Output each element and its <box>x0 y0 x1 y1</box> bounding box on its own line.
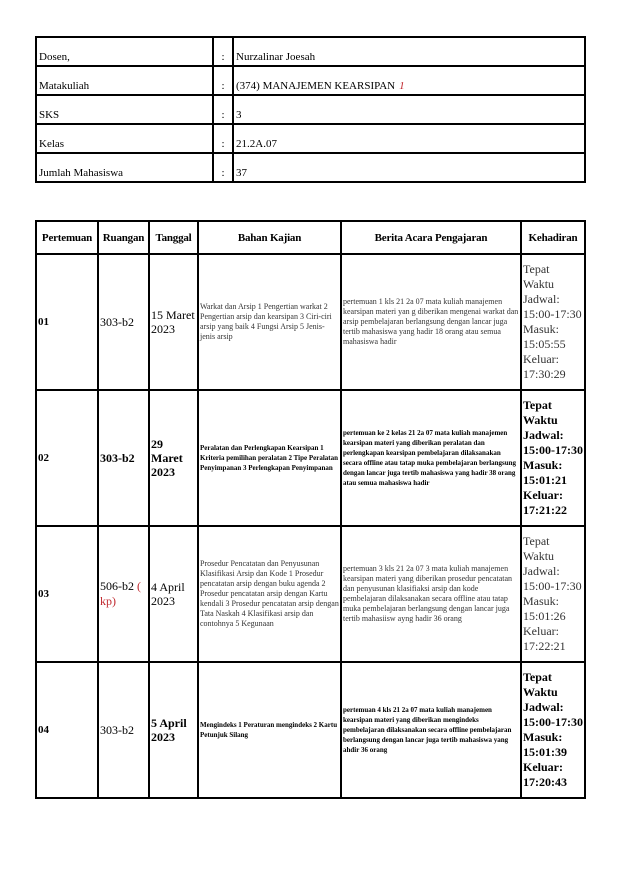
cell-ruangan: 303-b2 <box>98 254 149 390</box>
cell-bahan-kajian: Prosedur Pencatatan dan Penyusunan Klasifikasi Arsip dan Kode 1 Prosedur pencatatan arsip dengan buku agenda 2 Prosedur pencatatan arsip dengan Kartu kendali 3 Prosedur pencatatan arsip dengan Tata Naskah 4 Klasifikasi arsip dan contohnya 5 Kegunaan <box>198 526 341 662</box>
cell-kehadiran: Tepat Waktu Jadwal: 15:00-17:30 Masuk: 15:01:21 Keluar: 17:21:22 <box>521 390 585 526</box>
header-pertemuan: Pertemuan <box>36 221 98 254</box>
cell-ruangan: 303-b2 <box>98 390 149 526</box>
header-berita-acara: Berita Acara Pengajaran <box>341 221 521 254</box>
info-row-dosen <box>36 37 585 66</box>
info-label: Jumlah Mahasiswa <box>36 153 213 182</box>
info-label: SKS <box>36 95 213 124</box>
table-row <box>36 254 585 390</box>
table-row <box>36 390 585 526</box>
header-kehadiran: Kehadiran <box>521 221 585 254</box>
info-accent-mark: 1 <box>399 80 405 92</box>
cell-tanggal: 29 Maret 2023 <box>149 390 198 526</box>
info-colon: : <box>213 37 233 66</box>
cell-ruangan <box>98 526 149 662</box>
info-row-kelas <box>36 124 585 153</box>
info-value: 21.2A.07 <box>233 124 585 153</box>
info-value-cell <box>233 66 585 95</box>
info-row-sks <box>36 95 585 124</box>
cell-tanggal: 15 Maret 2023 <box>149 254 198 390</box>
table-row <box>36 526 585 662</box>
info-colon: : <box>213 66 233 95</box>
info-row-matakuliah <box>36 66 585 95</box>
cell-pertemuan: 03 <box>36 526 98 662</box>
cell-kehadiran: Tepat Waktu Jadwal: 15:00-17:30 Masuk: 15:01:26 Keluar: 17:22:21 <box>521 526 585 662</box>
cell-ruangan: 303-b2 <box>98 662 149 798</box>
header-ruangan: Ruangan <box>98 221 149 254</box>
info-label: Matakuliah <box>36 66 213 95</box>
cell-berita-acara: pertemuan ke 2 kelas 21 2a 07 mata kuliah manajemen kearsipan materi yang diberikan peralatan dan perlengkapan kearsipan pembelajaran dilaksanakan secara offline atau tatap muka pembelajaran berlangsung dengan lancar juga tertib mahasiswa yang hadir 38 orang atau semua mahasiswa hadir <box>341 390 521 526</box>
info-value: Nurzalinar Joesah <box>233 37 585 66</box>
cell-pertemuan: 04 <box>36 662 98 798</box>
info-value: 3 <box>233 95 585 124</box>
info-value: (374) MANAJEMEN KEARSIPAN <box>236 80 396 92</box>
info-colon: : <box>213 95 233 124</box>
cell-kehadiran: Tepat Waktu Jadwal: 15:00-17:30 Masuk: 15:05:55 Keluar: 17:30:29 <box>521 254 585 390</box>
cell-berita-acara: pertemuan 1 kls 21 2a 07 mata kuliah manajemen kearsipan materi yan g diberikan mengenai warkat dan arsip pembelajaran berlangsung dengan lancar juga tertib mahasiswa yang hadir 18 orang atau semua mahasiswa hadir <box>341 254 521 390</box>
cell-berita-acara: pertemuan 3 kls 21 2a 07 3 mata kuliah manajemen kearsipan materi yang diberikan prosedur pencatatan dan penyusunan klasifiaksi arsip dan kode pembelajaran dilaksanakan secara offline atau tatap muka pembelajaran berlangsung dengan lancar juga tertib mahasiisw ayng hadir 36 orang <box>341 526 521 662</box>
cell-bahan-kajian: Peralatan dan Perlengkapan Kearsipan 1 Kriteria pemilihan peralatan 2 Tipe Peralatan Penyimpanan 3 Perlengkapan Penyimpanan <box>198 390 341 526</box>
table-header-row <box>36 221 585 254</box>
info-row-jumlah-mahasiswa <box>36 153 585 182</box>
header-bahan-kajian: Bahan Kajian <box>198 221 341 254</box>
table-row <box>36 662 585 798</box>
info-value: 37 <box>233 153 585 182</box>
cell-pertemuan: 01 <box>36 254 98 390</box>
course-info-table <box>35 36 586 183</box>
ruangan-code: 506-b2 <box>100 579 134 593</box>
info-colon: : <box>213 153 233 182</box>
info-label: Kelas <box>36 124 213 153</box>
info-label: Dosen, <box>36 37 213 66</box>
header-tanggal: Tanggal <box>149 221 198 254</box>
cell-pertemuan: 02 <box>36 390 98 526</box>
ruangan-note: ( kp) <box>100 579 141 608</box>
info-colon: : <box>213 124 233 153</box>
cell-tanggal: 5 April 2023 <box>149 662 198 798</box>
cell-bahan-kajian: Warkat dan Arsip 1 Pengertian warkat 2 Pengertian arsip dan kearsipan 3 Ciri-ciri arsip yang baik 4 Fungsi Arsip 5 Jenis-jenis arsip <box>198 254 341 390</box>
meeting-table <box>35 220 586 799</box>
cell-berita-acara: pertemuan 4 kls 21 2a 07 mata kuliah manajemen kearsipan materi yang diberikan mengindeks pembelajaran dilaksanakan secara offline pembelajaran berlangsung dengan lancar juga tertib mahasiswa yang ahdir 36 orang <box>341 662 521 798</box>
cell-kehadiran: Tepat Waktu Jadwal: 15:00-17:30 Masuk: 15:01:39 Keluar: 17:20:43 <box>521 662 585 798</box>
cell-tanggal: 4 April 2023 <box>149 526 198 662</box>
cell-bahan-kajian: Mengindeks 1 Peraturan mengindeks 2 Kartu Petunjuk Silang <box>198 662 341 798</box>
